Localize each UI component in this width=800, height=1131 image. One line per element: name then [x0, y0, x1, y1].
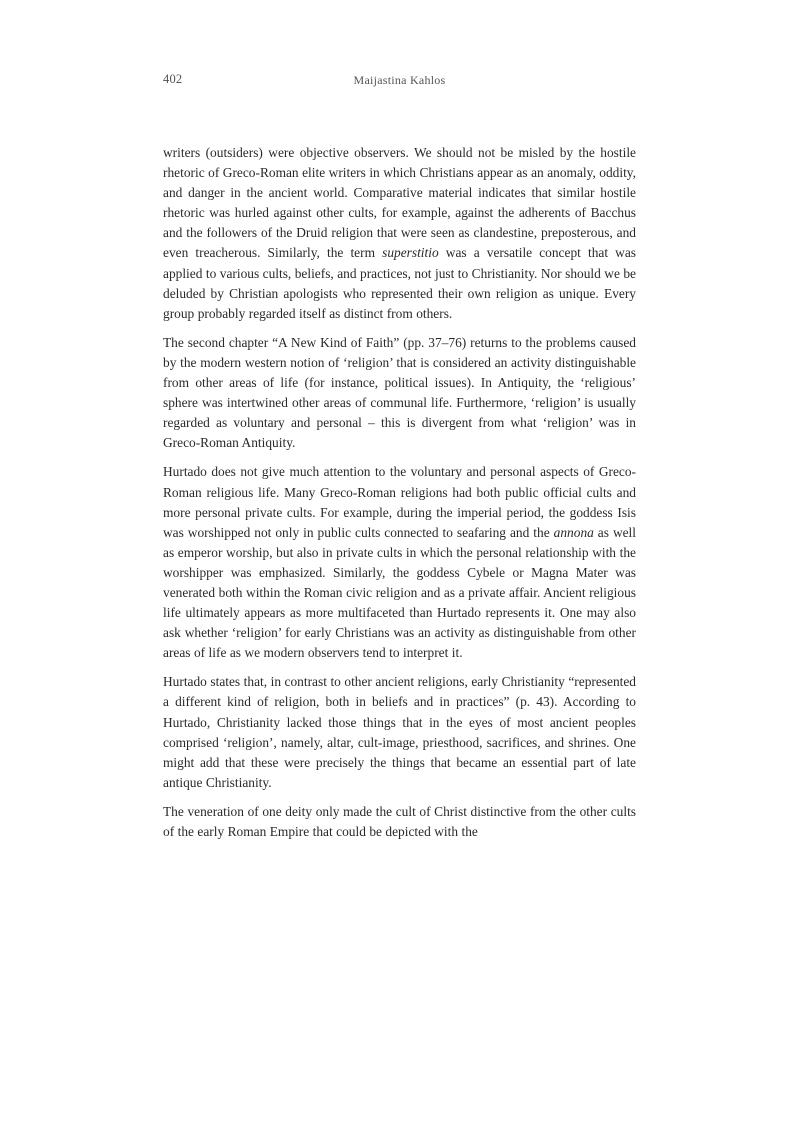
- page-folio-number: 402: [163, 72, 183, 86]
- italic-term: superstitio: [382, 245, 439, 261]
- body-paragraph: The veneration of one deity only made the cult of Christ distinctive from the other cults of the early Roman Empire that could be depicted with the: [163, 803, 636, 839]
- body-text-block: [163, 143, 636, 842]
- running-head-title: Maijastina Kahlos: [353, 73, 446, 87]
- body-paragraph: Hurtado does not give much attention to the voluntary and personal aspects of Greco-Roman religious life. Many Greco-Roman religions had both public official cults and more personal private cults. For example, during the imperial period, the goddess Isis was worshipped not only in public cults connected to seafaring and the annona as well as emperor worship, but also in private cults in which the personal relationship with the worshipper was emphasized. Similarly, the goddess Cybele or Magna Mater was venerated both within the Roman civic religion and as a private affair. Ancient religious life ultimately appears as more multifaceted than Hurtado represents it. One may also ask whether ‘religion’ for early Christians was an activity as distinguishable from other areas of life as we modern observers tend to interpret it.: [163, 464, 637, 661]
- body-paragraph: writers (outsiders) were objective observers. We should not be misled by the hostile rhetoric of Greco-Roman elite writers in which Christians appear as an anomaly, oddity, and danger in the ancient world. Comparative material indicates that similar hostile rhetoric was hurled against other cults, for example, against the adherents of Bacchus and the followers of the Druid religion that were seen as clandestine, preposterous, and even treacherous. Similarly, the term superstitio was a versatile concept that was applied to various cults, beliefs, and practices, not just to Christianity. Nor should we be deluded by Christian apologists who represented their own religion as unique. Every group probably regarded itself as distinct from others.: [163, 145, 636, 321]
- body-paragraph: Hurtado states that, in contrast to other ancient religions, early Christianity “represented a different kind of religion, both in beliefs and in practices” (p. 43). According to Hurtado, Christianity lacked those things that in the eyes of most ancient peoples comprised ‘religion’, namely, altar, cult-image, priesthood, sacrifices, and shrines. One might add that these were precisely the things that became an essential part of late antique Christianity.: [163, 674, 636, 790]
- italic-term: annona: [553, 524, 594, 540]
- running-head: [163, 72, 636, 90]
- body-paragraph: The second chapter “A New Kind of Faith” (pp. 37–76) returns to the problems caused by the modern western notion of ‘religion’ that is considered an activity distinguishable from other areas of life (for instance, political issues). In Antiquity, the ‘religious’ sphere was intertwined other areas of communal life. Furthermore, ‘religion’ is usually regarded as voluntary and personal – this is divergent from what ‘religion’ was in Greco-Roman Antiquity.: [163, 334, 636, 451]
